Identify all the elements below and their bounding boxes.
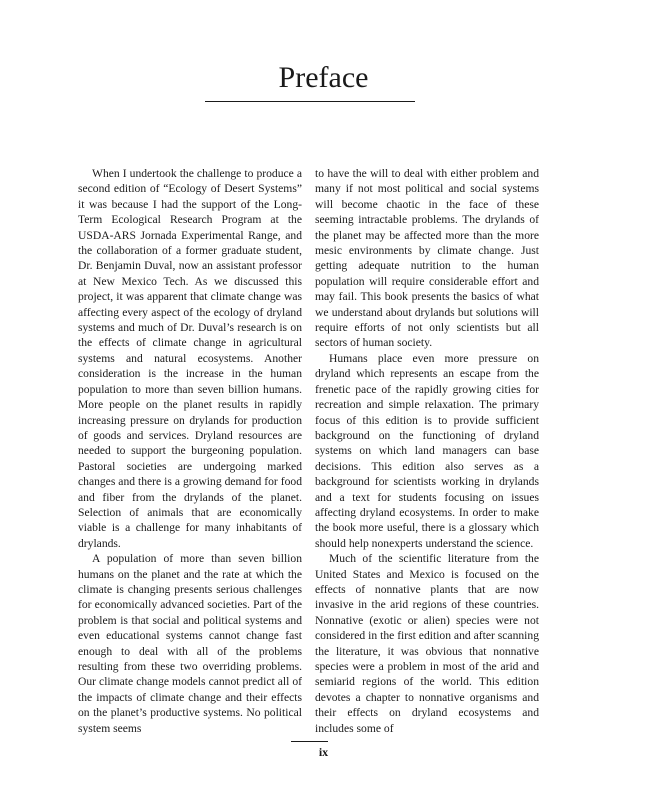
title-underline [205,101,415,102]
right-column [315,166,539,736]
page-title: Preface [278,61,369,94]
page-number: ix [318,745,329,759]
paragraph: Humans place even more pressure on dryland which represents an escape from the frenetic pace of the rapidly growing cities for recreation and simple relaxation. The primary focus of this edition is to provide sufficient background on the functioning of dryland systems on which land managers can base decisions. This edition also serves as a background for scientists working in drylands and a text for students focusing on issues affecting dryland ecosystems. In order to make the book more useful, there is a glossary which should help nonexperts understand the science. [315,351,539,550]
paragraph: Much of the scientific literature from the United States and Mexico is focused on the effects of nonnative plants that are now invasive in the arid regions of these countries. Nonnative (exotic or alien) species were not considered in the first edition and after scanning the literature, it was obvious that nonnative species were a problem in most of the arid and semiarid regions of the world. This edition devotes a chapter to nonnative organisms and their effects on dryland ecosystems and includes some of [315,552,539,735]
left-column [78,166,302,736]
paragraph-continuation: to have the will to deal with either problem and many if not most political and social systems will become chaotic in the face of these seeming intractable problems. The drylands of the planet may be affected more than the more mesic environments by climate change. Just getting adequate nutrition to the human population will require considerable effort and may fail. This book presents the basics of what we understand about drylands but solutions will require efforts of not only scientists but all sectors of human society. [315,167,539,350]
paragraph: A population of more than seven billion humans on the planet and the rate at which the climate is changing presents serious challenges for economically advanced societies. Part of the problem is that social and political systems and even educational systems cannot change fast enough to deal with all of the problems resulting from these two overriding problems. Our climate change models cannot predict all of the impacts of climate change and their effects on the planet’s productive systems. No political system seems [78,552,302,735]
paragraph: When I undertook the challenge to produce a second edition of “Ecology of Desert Systems” it was because I had the support of the Long-Term Ecological Research Program at the USDA-ARS Jornada Experimental Range, and the collaboration of a former graduate student, Dr. Benjamin Duval, now an assistant professor at New Mexico Tech. As we discussed this project, it was apparent that climate change was affecting every aspect of the ecology of dryland systems and much of Dr. Duval’s research is on the effects of climate change in agricultural systems and natural ecosystems. Another consideration is the increase in the human population to more than seven billion humans. More people on the planet results in rapidly increasing pressure on drylands for production of goods and services. Dryland resources are needed to support the burgeoning population. Pastoral societies are undergoing marked changes and there is a growing demand for food and fiber from the drylands of the planet. Selection of animals that are economically viable is a challenge for many inhabitants of drylands. [78,167,302,550]
folio-rule [291,741,328,742]
